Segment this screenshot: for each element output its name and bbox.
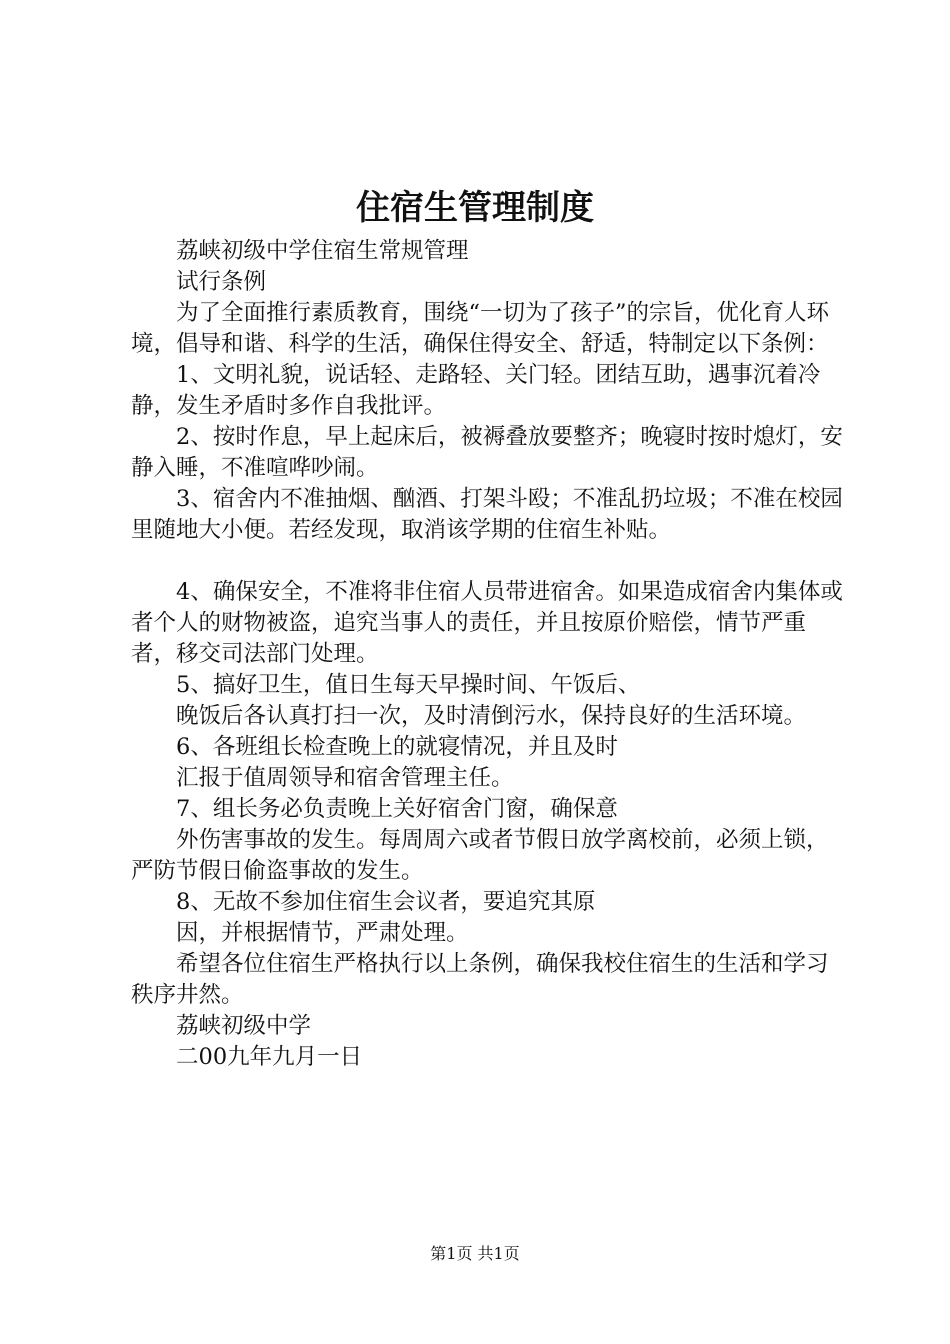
page-title: 住宿生管理制度 [356,188,594,228]
intro-paragraph: 为了全面推行素质教育，围绕“一切为了孩子”的宗旨，优化育人环境，倡导和谐、科学的生活，确保住得安全、舒适，特制定以下条例： [131,300,830,357]
subtitle-line-2: 试行条例 [176,269,267,295]
rule-7-line-2: 外伤害事故的发生。每周周六或者节假日放学离校前，必须上锁，严防节假日偷盗事故的发生。 [131,827,829,884]
rule-5-line-1: 5、搞好卫生，值日生每天早操时间、午饭后、 [176,672,641,698]
rule-2: 2、按时作息，早上起床后，被褥叠放要整齐；晚寝时按时熄灯，安静入睡，不准喧哗吵闹。 [131,424,843,481]
rule-6-line-1: 6、各班组长检查晚上的就寝情况，并且及时 [176,734,618,760]
signature-date: 二00九年九月一日 [176,1044,363,1070]
rule-4: 4、确保安全，不准将非住宿人员带进宿舍。如果造成宿舍内集体或者个人的财物被盗，追究当事人的责任，并且按原价赔偿，情节严重者，移交司法部门处理。 [131,579,843,667]
subtitle-line-1: 荔峡初级中学住宿生常规管理 [176,238,469,264]
rule-7-line-1: 7、组长务必负责晚上关好宿舍门窗，确保意 [176,796,618,822]
closing-paragraph: 希望各位住宿生严格执行以上条例，确保我校住宿生的生活和学习秩序井然。 [131,951,829,1008]
document-body [131,236,850,1073]
rule-5-line-2: 晚饭后各认真打扫一次，及时清倒污水，保持良好的生活环境。 [176,703,807,729]
rule-8-line-1: 8、无故不参加住宿生会议者，要追究其原 [176,889,596,915]
signature-school: 荔峡初级中学 [176,1013,312,1039]
rule-3: 3、宿舍内不准抽烟、酗酒、打架斗殴；不准乱扔垃圾；不准在校园里随地大小便。若经发现，取消该学期的住宿生补贴。 [131,486,843,543]
rule-1: 1、文明礼貌，说话轻、走路轻、关门轻。团结互助，遇事沉着冷静，发生矛盾时多作自我批评。 [131,362,821,419]
page-footer: 第1页 共1页 [430,1244,520,1263]
rule-8-line-2: 因，并根据情节，严肃处理。 [176,920,469,946]
rule-6-line-2: 汇报于值周领导和宿舍管理主任。 [176,765,514,791]
